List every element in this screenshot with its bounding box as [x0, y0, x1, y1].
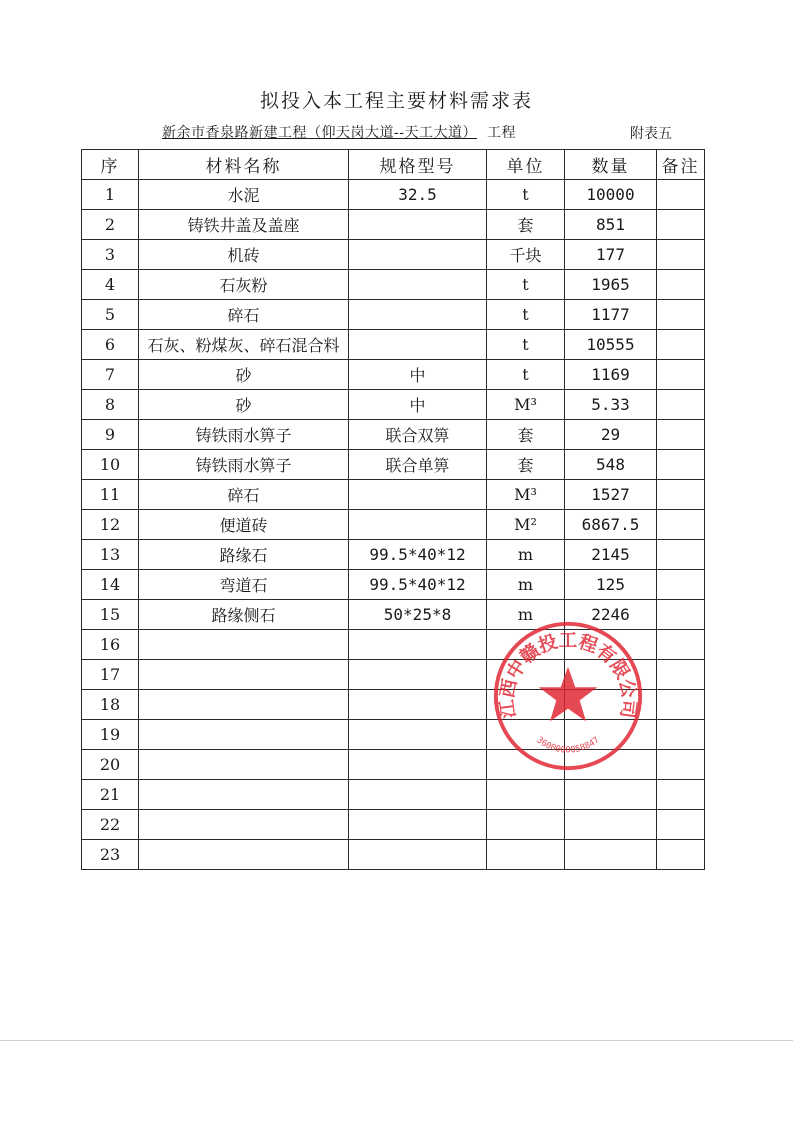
project-line [162, 122, 516, 142]
cell-name: 铸铁井盖及盖座 [139, 210, 349, 240]
cell-name: 铸铁雨水箅子 [139, 450, 349, 480]
cell-spec [349, 240, 487, 270]
cell-name: 铸铁雨水箅子 [139, 420, 349, 450]
cell-spec: 联合双箅 [349, 420, 487, 450]
cell-seq: 15 [82, 600, 139, 630]
table-row [82, 780, 705, 810]
cell-unit: 千块 [487, 240, 565, 270]
cell-seq: 21 [82, 780, 139, 810]
cell-qty: 548 [565, 450, 657, 480]
table-row [82, 390, 705, 420]
table-row [82, 420, 705, 450]
cell-remark [657, 300, 705, 330]
cell-remark [657, 810, 705, 840]
cell-name: 砂 [139, 390, 349, 420]
cell-spec [349, 630, 487, 660]
star-icon [539, 667, 598, 722]
table-row [82, 360, 705, 390]
header-name: 材料名称 [139, 150, 349, 180]
cell-remark [657, 270, 705, 300]
cell-spec [349, 780, 487, 810]
cell-remark [657, 600, 705, 630]
cell-unit: t [487, 180, 565, 210]
header-remark: 备注 [657, 150, 705, 180]
cell-unit: t [487, 270, 565, 300]
cell-unit: 套 [487, 420, 565, 450]
cell-seq: 8 [82, 390, 139, 420]
cell-seq: 13 [82, 540, 139, 570]
cell-qty: 5.33 [565, 390, 657, 420]
cell-spec: 99.5*40*12 [349, 570, 487, 600]
cell-qty: 10555 [565, 330, 657, 360]
cell-name: 机砖 [139, 240, 349, 270]
cell-seq: 11 [82, 480, 139, 510]
table-row [82, 810, 705, 840]
cell-name: 路缘侧石 [139, 600, 349, 630]
header-qty: 数量 [565, 150, 657, 180]
cell-remark [657, 330, 705, 360]
cell-remark [657, 570, 705, 600]
cell-qty: 125 [565, 570, 657, 600]
cell-remark [657, 750, 705, 780]
cell-spec: 中 [349, 390, 487, 420]
table-row [82, 450, 705, 480]
cell-seq: 22 [82, 810, 139, 840]
cell-name [139, 720, 349, 750]
cell-remark [657, 480, 705, 510]
cell-seq: 6 [82, 330, 139, 360]
cell-seq: 19 [82, 720, 139, 750]
cell-spec [349, 510, 487, 540]
cell-qty: 177 [565, 240, 657, 270]
cell-name: 路缘石 [139, 540, 349, 570]
table-row [82, 570, 705, 600]
cell-unit: m [487, 600, 565, 630]
cell-spec [349, 330, 487, 360]
cell-qty: 851 [565, 210, 657, 240]
cell-name: 便道砖 [139, 510, 349, 540]
cell-remark [657, 660, 705, 690]
cell-name: 碎石 [139, 480, 349, 510]
cell-qty [565, 780, 657, 810]
cell-name: 砂 [139, 360, 349, 390]
cell-unit: m [487, 570, 565, 600]
cell-spec [349, 720, 487, 750]
cell-remark [657, 390, 705, 420]
cell-remark [657, 210, 705, 240]
cell-remark [657, 180, 705, 210]
project-suffix: 工程 [486, 125, 516, 141]
cell-spec: 32.5 [349, 180, 487, 210]
cell-spec [349, 750, 487, 780]
cell-spec [349, 660, 487, 690]
table-row [82, 840, 705, 870]
table-row [82, 180, 705, 210]
page-title: 拟投入本工程主要材料需求表 [259, 90, 533, 112]
cell-spec [349, 300, 487, 330]
cell-seq: 1 [82, 180, 139, 210]
cell-unit [487, 810, 565, 840]
table-row [82, 270, 705, 300]
cell-seq: 20 [82, 750, 139, 780]
cell-seq: 16 [82, 630, 139, 660]
cell-name [139, 660, 349, 690]
cell-seq: 12 [82, 510, 139, 540]
cell-seq: 7 [82, 360, 139, 390]
cell-remark [657, 690, 705, 720]
cell-unit: M² [487, 510, 565, 540]
table-row [82, 240, 705, 270]
cell-remark [657, 780, 705, 810]
cell-remark [657, 450, 705, 480]
cell-seq: 23 [82, 840, 139, 870]
cell-spec [349, 210, 487, 240]
cell-name [139, 780, 349, 810]
cell-spec: 中 [349, 360, 487, 390]
cell-qty: 10000 [565, 180, 657, 210]
cell-remark [657, 240, 705, 270]
cell-qty: 1177 [565, 300, 657, 330]
cell-name: 弯道石 [139, 570, 349, 600]
cell-unit: 套 [487, 450, 565, 480]
cell-unit [487, 840, 565, 870]
cell-name: 碎石 [139, 300, 349, 330]
cell-unit: M³ [487, 390, 565, 420]
cell-remark [657, 630, 705, 660]
cell-remark [657, 720, 705, 750]
company-seal [490, 618, 646, 774]
table-row [82, 480, 705, 510]
cell-unit: t [487, 300, 565, 330]
cell-seq: 9 [82, 420, 139, 450]
cell-qty: 2145 [565, 540, 657, 570]
table-row [82, 210, 705, 240]
cell-unit [487, 780, 565, 810]
cell-remark [657, 540, 705, 570]
cell-spec [349, 690, 487, 720]
cell-name [139, 840, 349, 870]
cell-qty: 1169 [565, 360, 657, 390]
cell-name: 石灰、粉煤灰、碎石混合料 [139, 330, 349, 360]
appendix-label: 附表五 [630, 126, 672, 142]
cell-name: 水泥 [139, 180, 349, 210]
table-header-row [82, 150, 705, 180]
cell-unit: t [487, 360, 565, 390]
cell-name [139, 750, 349, 780]
seal-company-name: 江西中赣投工程有限公司 [496, 630, 640, 720]
cell-spec: 联合单箅 [349, 450, 487, 480]
cell-spec: 50*25*8 [349, 600, 487, 630]
cell-remark [657, 360, 705, 390]
cell-spec: 99.5*40*12 [349, 540, 487, 570]
cell-seq: 14 [82, 570, 139, 600]
cell-unit: 套 [487, 210, 565, 240]
table-row [82, 540, 705, 570]
cell-seq: 10 [82, 450, 139, 480]
cell-seq: 5 [82, 300, 139, 330]
header-seq: 序 [82, 150, 139, 180]
cell-qty: 29 [565, 420, 657, 450]
cell-spec [349, 270, 487, 300]
project-name: 新余市香泉路新建工程（仰天岗大道--天工大道） [162, 125, 477, 141]
table-row [82, 300, 705, 330]
cell-seq: 2 [82, 210, 139, 240]
cell-qty: 6867.5 [565, 510, 657, 540]
header-spec: 规格型号 [349, 150, 487, 180]
cell-remark [657, 840, 705, 870]
cell-name [139, 690, 349, 720]
scan-edge-line [0, 1040, 793, 1041]
svg-text:3600000058847 [534, 735, 601, 755]
cell-seq: 4 [82, 270, 139, 300]
header-unit: 单位 [487, 150, 565, 180]
cell-spec [349, 840, 487, 870]
table-row [82, 330, 705, 360]
cell-remark [657, 420, 705, 450]
cell-seq: 17 [82, 660, 139, 690]
cell-spec [349, 480, 487, 510]
cell-name [139, 810, 349, 840]
cell-qty [565, 840, 657, 870]
cell-unit: M³ [487, 480, 565, 510]
cell-qty: 1527 [565, 480, 657, 510]
cell-remark [657, 510, 705, 540]
table-row [82, 510, 705, 540]
cell-seq: 18 [82, 690, 139, 720]
cell-name: 石灰粉 [139, 270, 349, 300]
seal-number: 3600000058847 [534, 735, 602, 756]
cell-seq: 3 [82, 240, 139, 270]
cell-qty: 2246 [565, 600, 657, 630]
cell-unit: m [487, 540, 565, 570]
cell-spec [349, 810, 487, 840]
cell-unit: t [487, 330, 565, 360]
cell-name [139, 630, 349, 660]
cell-qty: 1965 [565, 270, 657, 300]
cell-qty [565, 810, 657, 840]
